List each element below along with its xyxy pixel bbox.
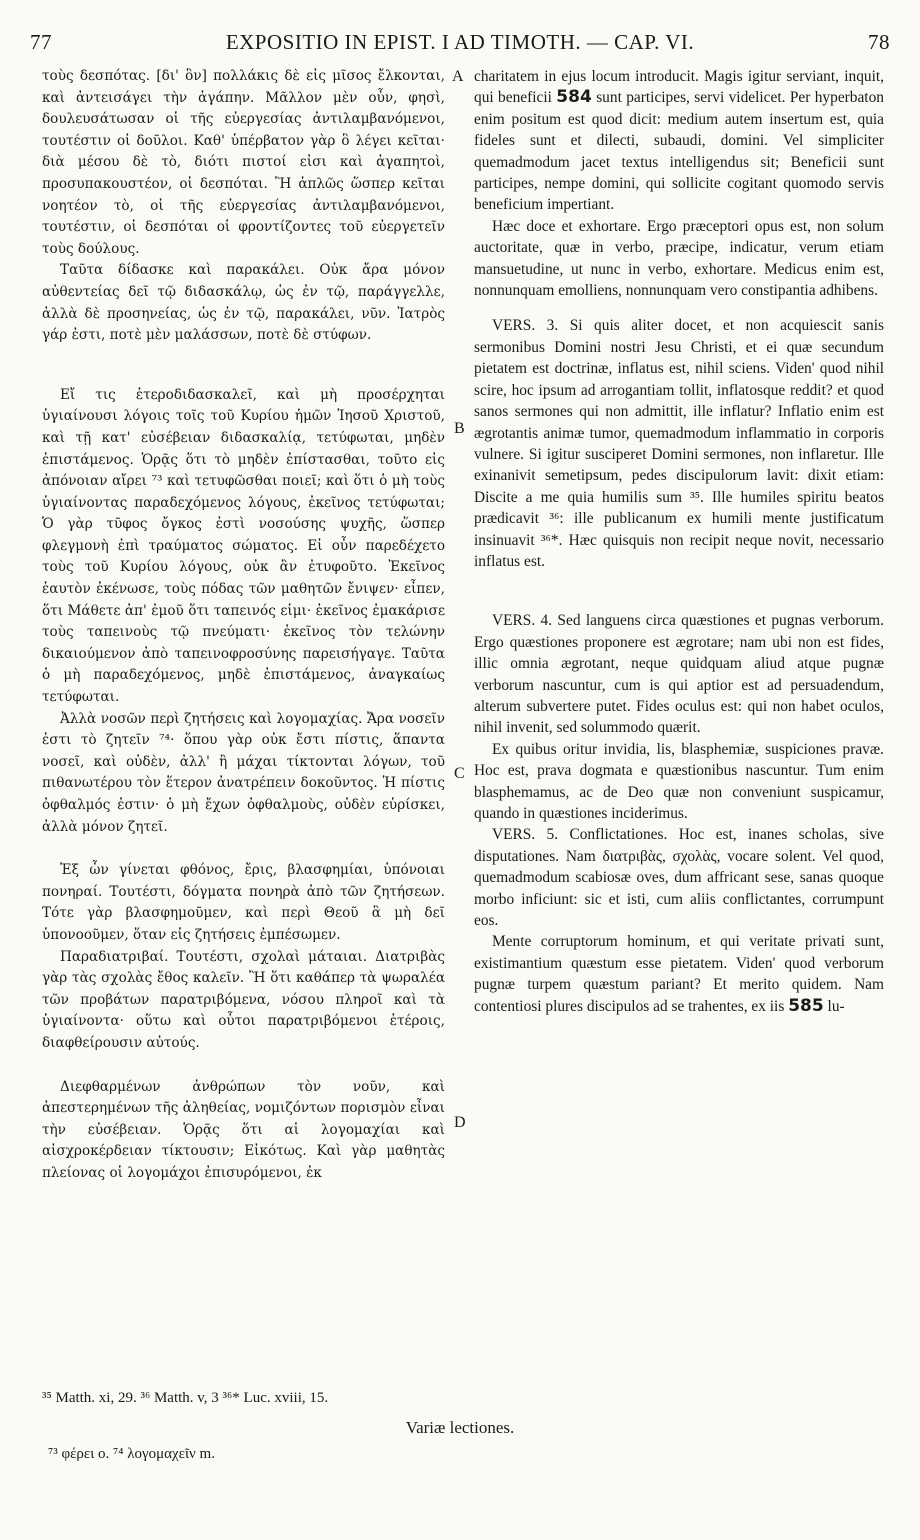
latin-paragraph — [474, 931, 884, 1017]
variae-lectiones-title: Variæ lectiones. — [405, 1418, 515, 1437]
variae-lectiones-notes: ⁷³ φέρει ο. ⁷⁴ λογομαχεῖν m. — [48, 1446, 215, 1462]
latin-paragraph — [474, 66, 884, 216]
greek-paragraph: Ταῦτα δίδασκε καὶ παρακάλει. Οὐκ ἄρα μόνον αὐθεντείας δεῖ τῷ διδασκάλῳ, ὡς ἐν τῷ, παράγγελλε, ἀλλὰ δὲ προσηνείας, ὡς ἐν τῷ, παρακάλει, νῦν. Ἰατρὸς γάρ ἐστι, ποτὲ μὲν μαλάσσων, ποτὲ δὲ στύφων. — [42, 262, 445, 344]
column-number: 585 — [788, 995, 824, 1016]
latin-text: sunt participes, servi videlicet. Per hyperbaton enim positum est quod dicit: medium autem insertum est, quia fideles sunt et dilecti, subaudi, domini. Vel simpliciter quemadmodum jacet textus intelligendus sit; Beneficii sunt participes, nempe domini, qui sollicite cogitant quomodo servis beneficium impertiant. — [474, 89, 884, 214]
margin-mark-a: A — [452, 68, 464, 85]
latin-column — [474, 66, 884, 1376]
latin-paragraph: Hæc doce et exhortare. Ergo præceptori opus est, non solum auctoritate, quæ in verbo, præcipe, indicatur, verum etiam mansuetudine, ut nunc in verbo, exhortare. Medicus enim est, nonnunquam emolliens, nonnunquam vero constipantia adhibens. — [474, 217, 884, 300]
margin-mark-c: C — [454, 765, 465, 782]
latin-text: charitatem in ejus locum introducit. Magis igitur serviant, inquit, qui beneficii — [474, 68, 884, 107]
margin-mark-d: D — [454, 1114, 466, 1131]
page-number-right: 78 — [868, 30, 890, 54]
greek-paragraph: Ἀλλὰ νοσῶν περὶ ζητήσεις καὶ λογομαχίας. Ἄρα νοσεῖν ἐστι τὸ ζητεῖν ⁷⁴· ὅπου γὰρ οὐκ ἔστι πίστις, ἅπαντα νοσεῖ, καὶ οὐδὲν, ἀλλ' ἢ μάχαι τίκτονται λόγων, τοῦ πιθανωτέρου τὸν ἕτερον ἀνατρέπειν δοκοῦντος. Ἡ πίστις ὀφθαλμός ἐστιν· ὁ μὴ ἔχων ὀφθαλμοὺς, οὐδὲν εὑρίσκει, ἀλλὰ μόνον ζητεῖ. — [42, 710, 445, 835]
running-title: EXPOSITIO IN EPIST. I AD TIMOTH. — CAP. VI. — [225, 30, 695, 54]
column-number: 584 — [556, 87, 592, 108]
greek-column — [42, 66, 445, 1376]
latin-paragraph: VERS. 5. Conflictationes. Hoc est, inanes scholas, sive disputationes. Nam διατριβὰς, σχολὰς, vocare solent. Vel quod, quemadmodum scabiosæ oves, dum affricant sese, sanas quoque morbo inficiunt: sic et isti, cum aliis conflictantes, corrumpunt eos. — [474, 826, 884, 930]
latin-text: Mente corruptorum hominum, et qui veritate privati sunt, existimantium quæstum esse pietatem. Viden' quod verborum pugnæ turpem quæstum pariant? Et merito quidem. Nam contentiosi plures discipulos ad se trahentes, ex iis — [474, 933, 884, 1015]
scripture-footnotes: ³⁵ Matth. xi, 29. ³⁶ Matth. v, 3 ³⁶* Luc. xviii, 15. — [42, 1390, 329, 1406]
latin-paragraph: Ex quibus oritur invidia, lis, blasphemiæ, suspiciones pravæ. Hoc est, prava dogmata e quæstionibus nascuntur. Tum enim blasphemamus, ac de Deo quæ non conveniunt suspicamur, quando in quæstiones inciderimus. — [474, 740, 884, 822]
margin-mark-b: B — [454, 420, 465, 437]
page-header — [30, 30, 890, 58]
latin-text: lu- — [827, 997, 845, 1015]
greek-paragraph: Ἐξ ὧν γίνεται φθόνος, ἔρις, βλασφημίαι, ὑπόνοιαι πονηραί. Τουτέστι, δόγματα πονηρὰ ἀπὸ τῶν ζητήσεων. Τότε γὰρ βλασφημοῦμεν, καὶ περὶ Θεοῦ ἃ μὴ δεῖ ὑπονοοῦμεν, ὅταν εἰς ζητήσεις ἐμπέσωμεν. — [42, 862, 445, 943]
greek-paragraph: Εἴ τις ἑτεροδιδασκαλεῖ, καὶ μὴ προσέρχηται ὑγιαίνουσι λόγοις τοῖς τοῦ Κυρίου ἡμῶν Ἰησοῦ Χριστοῦ, καὶ τῇ κατ' εὐσέβειαν διδασκαλίᾳ, τετύφωται, μηδὲν ἐπιστάμενος. Ὁρᾷς ὅτι τὸ μηδὲν ἐπίστασθαι, τοῦτο εἰς ἀπόνοιαν αἴρει ⁷³ καὶ τετυφῶσθαι ποιεῖ; καὶ ὅτι ὁ μὴ τοὺς ὑγιαίνοντας παραδεχόμενος λόγους, ἐκεῖνος τετύφωται; Ὁ γὰρ τῦφος ὄγκος ἐστὶ νοσούσης ψυχῆς, ὥσπερ φλεγμονὴ ἐπὶ τραύματος σώματος. Εἰ οὖν παρεδέχετο τοὺς τοῦ Κυρίου λόγους, οὐκ ἂν ἐτυφοῦτο. Ἐκεῖνος ἑαυτὸν ἐκένωσε, τοὺς πόδας τῶν μαθητῶν ἔνιψεν· εἶπεν, ὅτι Μάθετε ἀπ' ἐμοῦ ὅτι ταπεινός εἰμι· ἐκεῖνος ἐμακάρισε τοὺς ταπεινοὺς τῷ πνεύματι· ἐκεῖνος τὸν τελώνην δικαιούμενον ἀπὸ ταπεινοφροσύνης παρεισήγαγε. Ταῦτα ὁ μὴ παραδεχόμενος, μηδὲ ἐπιστάμενος, ἀναγκαίως τετύφωται. — [42, 386, 445, 706]
page-number-left: 77 — [30, 30, 52, 54]
greek-paragraph: Διεφθαρμένων ἀνθρώπων τὸν νοῦν, καὶ ἀπεστερημένων τῆς ἀληθείας, νομιζόντων πορισμὸν εἶναι τὴν εὐσέβειαν. Ὁρᾷς ὅτι αἱ λογομαχίαι καὶ αἰσχροκέρδειαν τίκτουσιν; Εἰκότως. Καὶ γὰρ μαθητὰς πλείονας οἱ λογομάχοι ἐπισυρόμενοι, ἐκ — [42, 1078, 445, 1181]
greek-paragraph: τοὺς δεσπότας. [δι' ὃν] πολλάκις δὲ εἰς μῖσος ἔλκονται, καὶ ἀντεισάγει τὴν ἀγάπην. Μᾶλλον μὲν οὖν, φησὶ, δουλευσάτωσαν οἱ τῆς εὐεργεσίας ἀντιλαμβανόμενοι, τουτέστιν οἱ δοῦλοι. Καθ' ὑπέρβατον γὰρ ὃ λέγει κεῖται· διὰ μέσου δὲ τὸ, διότι πιστοί εἰσι καὶ ἀγαπητοὶ, προσυπακουστέον, οἱ δεσπόται. Ἢ ἁπλῶς ὥσπερ κεῖται νοητέον τὸ, οἱ τῆς εὐεργεσίας ἀντιλαμβανόμενοι, τουτέστιν, οἱ δεσπόται οἱ φροντίζοντες τοῦ εὐεργετεῖν τοὺς δούλους. — [42, 68, 445, 257]
latin-paragraph: VERS. 3. Si quis aliter docet, et non acquiescit sanis sermonibus Domini nostri Jesu Christi, et ei quæ secundum pietatem est doctrinæ, inflatus est, nihil sciens. Viden' quod nihil scire, hoc ipsum ad arrogantiam tollit, inflatosque reddit? et quod sanos sermones qui non admittit, ille inflatur? Inflatio enim est ægrotantis animæ tumor, quemadmodum inflammatio in corporis vulnere. Si igitur susciperet Domini sermones, non inflaretur. Ille exinanivit semetipsum, pedes discipulorum lavit: dixit etiam: Discite a me quia humilis sum ³⁵. Ille humiles spiritu beatos prædicavit ³⁶: ille publicanum ex humili mente justificatum insinuavit ³⁶*. Hæc quisquis non recipit neque novit, necessario inflatus est. — [474, 317, 884, 570]
greek-paragraph: Παραδιατριβαί. Τουτέστι, σχολαὶ μάταιαι. Διατριβὰς γὰρ τὰς σχολὰς ἔθος καλεῖν. Ἢ ὅτι καθάπερ τὰ ψωραλέα τῶν προβάτων παρατριβόμενα, νόσου πληροῖ καὶ τὰ ὑγιαίνοντα· οὕτω καὶ οὗτοι παρατριβόμενοι ἑτέροις, διαφθείρουσιν αὐτούς. — [42, 948, 445, 1051]
latin-paragraph: VERS. 4. Sed languens circa quæstiones et pugnas verborum. Ergo quæstiones proponere est ægrotare; nam ubi non est fides, illic omnia ægrotant, neque quidquam aliud atque pugnæ verborum nascuntur, cum is qui aptior est ad persuadendum, alterum subvertere putet. Fides oculus est: qui non habet oculos, nihil invenit, sed solummodo quærit. — [474, 612, 884, 737]
